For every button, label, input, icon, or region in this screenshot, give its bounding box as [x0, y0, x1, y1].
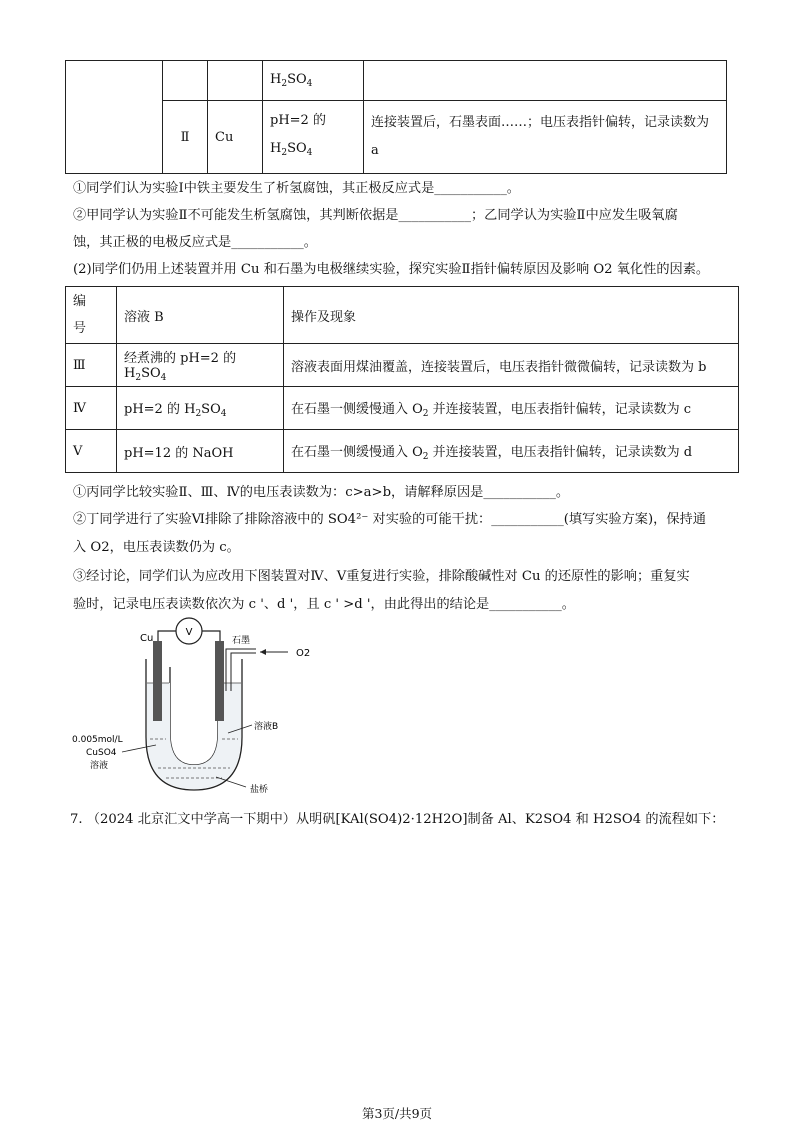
- solution-b-label: 溶液B: [254, 722, 279, 732]
- header-ops: 操作及现象: [284, 287, 739, 344]
- part-2-intro: (2)同学们仍用上述装置并用 Cu 和石墨为电极继续实验，探究实验Ⅱ指针偏转原因及影响 O2 氧化性的因素。: [73, 262, 710, 277]
- blank-cell: [66, 61, 163, 174]
- o2-label: O2: [296, 648, 311, 659]
- blank-cell: [163, 61, 208, 101]
- graphite-electrode: [215, 641, 224, 721]
- row-id: Ⅳ: [66, 387, 117, 430]
- solution-cell: pH=2 的 $H_2SO_4$: [263, 101, 364, 174]
- row-id: Ⅴ: [66, 430, 117, 473]
- row-ops: 溶液表面用煤油覆盖，连接装置后，电压表指针微微偏转，记录读数为 b: [284, 344, 739, 387]
- result-2-line-1: ②丁同学进行了实验Ⅵ排除了排除溶液中的 SO4²⁻ 对实验的可能干扰：___________(填写实验方案)，保持通: [73, 512, 706, 527]
- table-row: [66, 430, 739, 473]
- row-id: Ⅲ: [66, 344, 117, 387]
- experiment-table-top: [65, 60, 727, 174]
- row-ops: 在石墨一侧缓慢通入 $O_2$ 并连接装置，电压表指针偏转，记录读数为 d: [284, 430, 739, 473]
- blank-cell: [364, 61, 727, 101]
- page-footer: 第3页/共9页: [361, 1106, 433, 1121]
- header-number: 编 号: [66, 287, 117, 344]
- voltmeter-label: V: [185, 627, 193, 638]
- apparatus-diagram: [66, 615, 326, 800]
- question-2-line-2: 蚀，其正极的电极反应式是___________。: [73, 235, 317, 250]
- question-2-line-1: ②甲同学认为实验Ⅱ不可能发生析氢腐蚀，其判断依据是___________；乙同学认为实验Ⅱ中应发生吸氧腐: [73, 208, 678, 223]
- experiment-table-mid: [65, 286, 739, 473]
- row-solution: pH=2 的 $H_2SO_4$: [117, 387, 284, 430]
- graphite-label: 石墨: [232, 636, 251, 646]
- question-7: 7. （2024 北京汇文中学高一下期中）从明矾[KAl(SO4)2·12H2O]制备 Al、K2SO4 和 H2SO4 的流程如下：: [70, 812, 725, 827]
- solution-cell: $H_2SO_4$: [263, 61, 364, 101]
- table-row: [66, 387, 739, 430]
- row-ops: 在石墨一侧缓慢通入 $O_2$ 并连接装置，电压表指针偏转，记录读数为 c: [284, 387, 739, 430]
- cu-electrode: [153, 641, 162, 721]
- header-solution: 溶液 B: [117, 287, 284, 344]
- blank-cell: [208, 61, 263, 101]
- result-1: ①丙同学比较实验Ⅱ、Ⅲ、Ⅳ的电压表读数为：c>a>b，请解释原因是___________。: [73, 485, 570, 500]
- salt-bridge-label: 盐桥: [250, 785, 269, 795]
- result-3-line-2: 验时，记录电压表读数依次为 c '、d '，且 c ' >d '，由此得出的结论是___________。: [73, 597, 575, 612]
- question-1: ①同学们认为实验Ⅰ中铁主要发生了析氢腐蚀，其正极反应式是___________。: [73, 181, 520, 196]
- cu-label: Cu: [140, 633, 154, 644]
- solution-label: 溶液: [90, 761, 109, 771]
- row-solution: 经煮沸的 pH=2 的 $H_2SO_4$: [117, 344, 284, 387]
- result-3-line-1: ③经讨论，同学们认为应改用下图装置对Ⅳ、Ⅴ重复进行实验，排除酸碱性对 Cu 的还原性的影响；重复实: [73, 569, 690, 584]
- table-row: [66, 344, 739, 387]
- experiment-id: Ⅱ: [163, 101, 208, 174]
- phenomenon: 连接装置后，石墨表面……；电压表指针偏转，记录读数为 a: [364, 101, 727, 174]
- result-2-line-2: 入 O2，电压表读数仍为 c。: [73, 540, 240, 555]
- row-solution: pH=12 的 NaOH: [117, 430, 284, 473]
- cuso4-label: CuSO4: [86, 748, 117, 758]
- electrode: Cu: [208, 101, 263, 174]
- concentration-label: 0.005mol/L: [72, 735, 123, 745]
